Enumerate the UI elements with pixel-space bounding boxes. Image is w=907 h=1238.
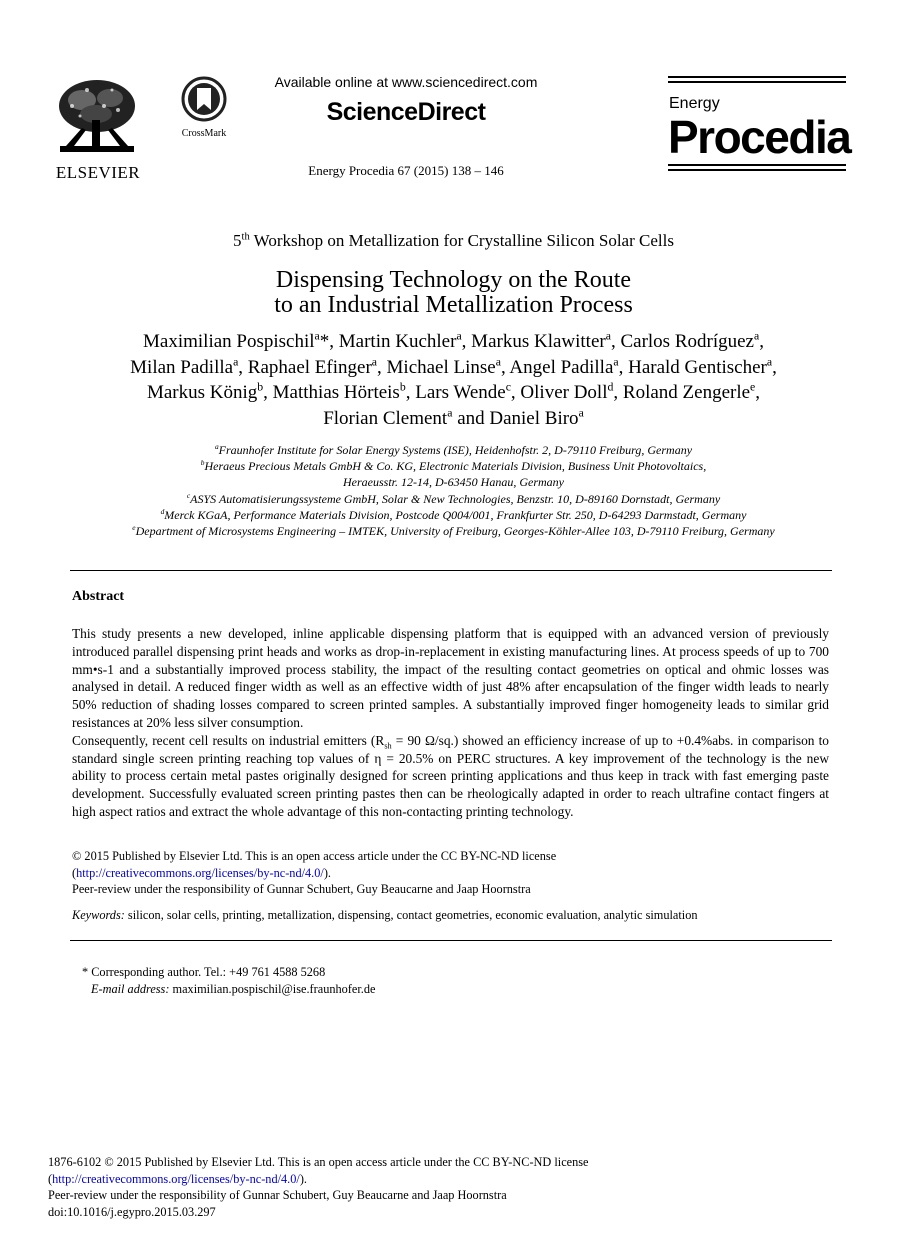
author-affiliation: a [605,329,611,343]
author-affiliation: a [456,329,462,343]
author-name: Matthias Hörteis [272,382,400,403]
corresponding-phone: * Corresponding author. Tel.: +49 761 4588 5268 [82,965,326,979]
available-online-text: Available online at www.sciencedirect.com [274,74,538,90]
affiliation-text: ASYS Automatisierungssysteme GmbH, Solar & New Technologies, Benzstr. 10, D-89160 Dornstadt, Germany [190,491,721,506]
author-separator: , [500,356,510,378]
workshop-ordinal: 5 [233,231,242,250]
keywords [72,908,829,923]
crossmark-label: CrossMark [181,128,227,139]
affiliation-b [0,458,907,474]
author-affiliation: a [447,406,453,420]
affiliation-text: Department of Microsystems Engineering – IMTEK, University of Freiburg, Georges-Köhler-Allee 103, D-79110 Freiburg, Germany [135,524,775,539]
publisher-name: ELSEVIER [55,163,141,182]
author-line [0,329,907,355]
email-label: E-mail address: [91,981,170,996]
author-affiliation: c [505,380,511,394]
divider-top [70,570,832,571]
footer-doi: doi:10.1016/j.egypro.2015.03.297 [48,1204,216,1219]
author-affiliation: e [750,380,756,394]
author-separator: , [610,331,621,352]
author-name: Michael Linse [386,356,496,378]
author-separator: , [238,356,248,378]
author-name: Martin Kuchler [338,331,457,352]
author-separator: , [759,331,764,352]
author-name: Oliver Doll [520,382,608,403]
author-separator: , [329,331,339,352]
footer-peer-review: Peer-review under the responsibility of Gunnar Schubert, Guy Beaucarne and Jaap Hoornstra [48,1188,507,1202]
journal-logo-rule-bottom-2 [668,169,846,171]
author-line [0,355,907,381]
peer-review-line: Peer-review under the responsibility of Gunnar Schubert, Guy Beaucarne and Jaap Hoornstra [72,882,531,896]
workshop-name [0,231,907,251]
sciencedirect-logo: ScienceDirect [326,98,486,126]
affiliation-text: Heraeus Precious Metals GmbH & Co. KG, Electronic Materials Division, Business Unit Photovoltaics, [204,459,707,474]
author-line [0,406,907,432]
author-name: Markus König [146,382,258,403]
author-affiliation: d [607,380,614,394]
author-separator: , [377,356,387,378]
affiliation-b-continued: Heraeusstr. 12-14, D-63450 Hanau, Germany [343,475,564,490]
author-line [0,380,907,406]
divider-bottom [70,940,832,941]
affiliation-a [0,442,907,458]
author-separator: , [772,356,777,378]
affiliation-label: a [214,442,219,451]
author-name: Carlos Rodríguez [620,331,754,352]
license-paren-close: ). [323,865,331,880]
paper-title-line-2: to an Industrial Metallization Process [274,292,633,318]
author-separator: , [510,382,521,403]
author-separator: , [405,382,416,403]
author-separator: , [755,382,761,403]
author-separator: , [613,382,623,403]
author-name: Lars Wende [415,382,506,403]
footer-issn-copyright: 1876-6102 © 2015 Published by Elsevier Ltd. This is an open access article under the CC BY-NC-ND license [48,1155,589,1169]
abstract-paragraph-2-start: Consequently, recent cell results on industrial emitters (R [72,732,385,748]
workshop-title: Workshop on Metallization for Crystalline Silicon Solar Cells [249,231,674,250]
journal-logo-energy: Energy [669,95,720,112]
abstract-heading: Abstract [72,589,125,604]
abstract-paragraph-2 [72,732,829,821]
author-list [0,329,907,431]
corresponding-mark: * [319,331,330,352]
affiliation-list [0,442,907,539]
author-name: Harald Gentischer [628,356,767,378]
author-affiliation: b [257,380,264,394]
journal-logo [668,76,851,171]
author-affiliation: a [578,406,584,420]
affiliation-e [0,523,907,539]
sheet-resistance-subscript: sh [384,741,392,751]
keywords-label: Keywords: [72,908,125,922]
author-affiliation: a [495,355,501,369]
author-affiliation: a [753,329,760,343]
author-affiliation: a [371,355,378,369]
author-affiliation: a [314,329,320,343]
author-name: Raphael Efinger [247,356,372,378]
author-separator: , [618,356,629,378]
email-address: maximilian.pospischil@ise.fraunhofer.de [169,981,376,996]
abstract-paragraph-2-rest: = 90 Ω/sq.) showed an efficiency increase of up to +0.4%abs. in comparison to standard single screen printing reaching top values of η = 20.5% on PERC structures. A key improvement of the technology is the new ability to process certain metal pastes originally designed for screen printing applications and thus keep in track with fast emerging paste development. Successfully evaluated screen printing pastes then can be rheologically adapted in order to reach ultrafine contact fingers at high aspect ratios and extract the whole advantage of this non-contacting printing technology. [72,732,830,819]
footer-license-paren-close: ). [299,1171,307,1186]
affiliation-text: Fraunhofer Institute for Solar Energy Systems (ISE), Heidenhofstr. 2, D-79110 Freiburg, Germany [218,443,693,457]
author-affiliation: a [233,355,239,369]
corresponding-author [82,964,375,997]
author-name: Markus Klawitter [471,331,606,352]
affiliation-label: d [160,506,165,516]
abstract-paragraph-1: This study presents a new developed, inline applicable dispensing platform that is equipped with an advanced version of previously introduced parallel dispensing print heads and works as drop-in-replacement in existing manufacturing lines. At process speeds of up to 700 mm•s-1 and a substantially improved process stability, the impact of the resulting contact geometries on optical and ohmic losses was analysed in detail. A reduced finger width as well as an effective width of just 48% after encapsulation of the finger width leads to nearly 50% reduction of shading losses compared to screen printed samples. A substantially improved finger homogeneity leads to similar grid resistances at 20% less silver consumption. [72,626,829,730]
journal-logo-rule-top-2 [668,81,846,83]
corresponding-email-line [82,981,375,998]
affiliation-d [0,507,907,523]
license-paren-open: ( [72,865,77,880]
license-line [72,865,829,882]
paper-title-line-1: Dispensing Technology on the Route [275,267,632,293]
author-separator: and [452,407,490,429]
author-affiliation: a [613,355,619,369]
affiliation-label: b [200,458,205,468]
journal-logo-procedia: Procedia [668,111,851,163]
journal-logo-rule-bottom [668,164,846,166]
page-footer [48,1154,848,1220]
copyright-line: © 2015 Published by Elsevier Ltd. This is an open access article under the CC BY-NC-ND license [72,849,557,863]
affiliation-label: c [186,490,191,500]
author-name: Roland Zengerle [622,382,751,403]
author-name: Maximilian Pospischil [143,331,315,352]
journal-citation: Energy Procedia 67 (2015) 138 – 146 [308,163,504,178]
author-separator: , [263,382,273,403]
affiliation-c [0,491,907,507]
author-name: Daniel Biro [489,407,579,429]
author-affiliation: b [399,380,406,394]
workshop-ordinal-suffix: th [241,231,250,243]
journal-logo-rule-top [668,76,846,78]
footer-license-paren-open: ( [48,1171,53,1186]
author-name: Milan Padilla [130,356,234,378]
copyright-block [72,848,829,898]
abstract-body [72,625,829,821]
footer-license-link[interactable]: http://creativecommons.org/licenses/by-nc-nd/4.0/ [52,1171,300,1186]
author-affiliation: a [766,355,773,369]
keywords-text: silicon, solar cells, printing, metallization, dispensing, contact geometries, economic evaluation, analytic simulation [124,908,698,922]
affiliation-label: e [132,523,136,533]
author-name: Florian Clement [323,407,448,429]
footer-license-line [48,1171,848,1188]
author-separator: , [461,331,472,352]
author-name: Angel Padilla [509,356,614,378]
license-link[interactable]: http://creativecommons.org/licenses/by-nc-nd/4.0/ [76,865,324,880]
paper-title [0,268,907,318]
affiliation-text: Merck KGaA, Performance Materials Division, Postcode Q004/001, Frankfurter Str. 250, D-64293 Darmstadt, Germany [164,507,747,522]
